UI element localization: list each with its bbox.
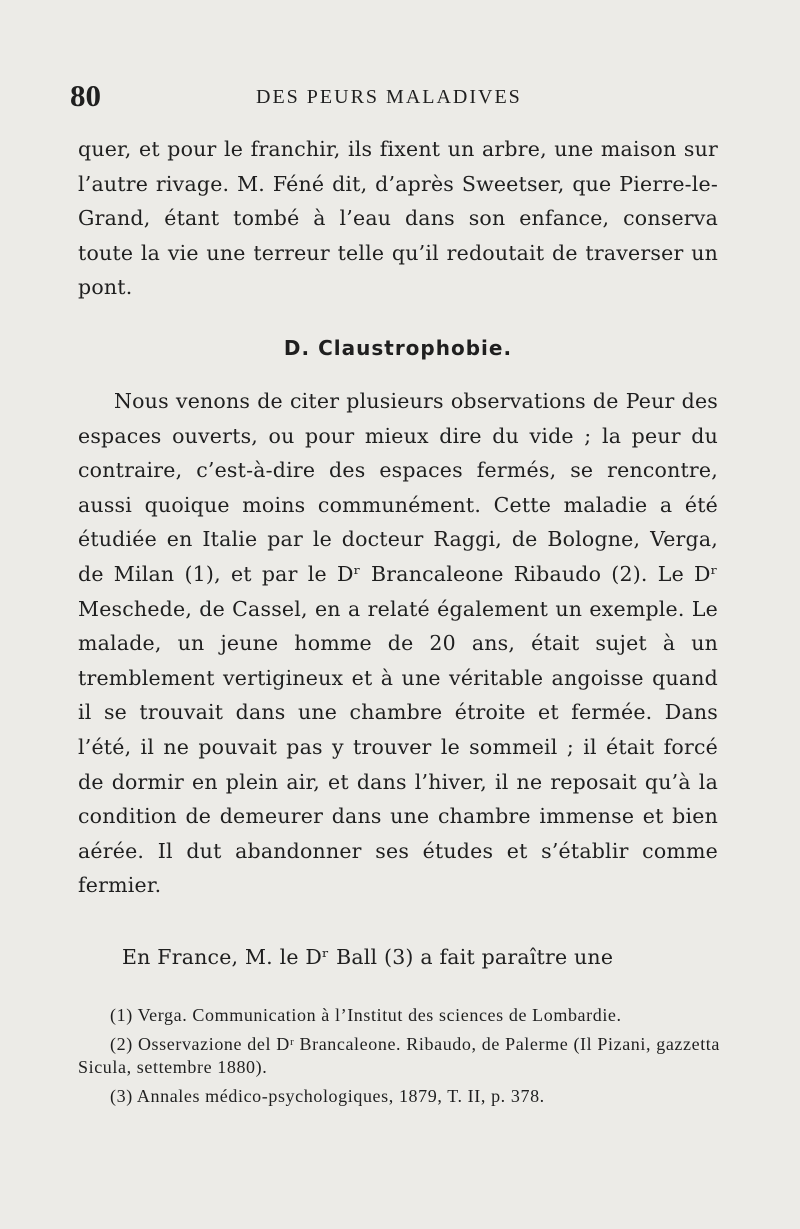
page-number: 80 bbox=[70, 78, 101, 113]
footnotes bbox=[78, 1004, 720, 1110]
paragraph-closing: En France, M. le Dʳ Ball (3) a fait paraître une bbox=[122, 945, 614, 969]
page-header bbox=[70, 78, 720, 118]
footnote-2: (2) Osservazione del Dʳ Brancaleone. Ribaudo, de Palerme (Il Pizani, gazzetta Sicula, settembre 1880). bbox=[78, 1034, 720, 1077]
running-head: DES PEURS MALADIVES bbox=[256, 86, 522, 108]
footnote-1: (1) Verga. Communication à l’Institut des sciences de Lombardie. bbox=[110, 1005, 622, 1025]
paragraph-claustrophobia: Nous venons de citer plusieurs observations de Peur des espaces ouverts, ou pour mieux dire du vide ; la peur du contraire, c’est-à-dire des espaces fermés, se rencontre, aussi quoique moins communément. Cette maladie a été étudiée en Italie par le docteur Raggi, de Bologne, Verga, de Milan (1), et par le Dʳ Brancaleone Ribaudo (2). Le Dʳ Meschede, de Cassel, en a relaté également un exemple. Le malade, un jeune homme de 20 ans, était sujet à un tremblement vertigineux et à une véritable angoisse quand il se trouvait dans une chambre étroite et fermée. Dans l’été, il ne pouvait pas y trouver le sommeil ; il était forcé de dormir en plein air, et dans l’hiver, il ne reposait qu’à la condition de demeurer dans une chambre immense et bien aérée. Il dut abandonner ses études et s’établir comme fermier. bbox=[78, 389, 718, 898]
paragraph-continuation: quer, et pour le franchir, ils fixent un arbre, une maison sur l’autre rivage. M. Féné dit, d’après Sweetser, que Pierre-le-Grand, étant tombé à l’eau dans son enfance, conserva toute la vie une terreur telle qu’il redoutait de traverser un pont. bbox=[78, 137, 718, 300]
section-heading: D. Claustrophobie. bbox=[283, 336, 513, 360]
footnote-3: (3) Annales médico-psychologiques, 1879, T. II, p. 378. bbox=[110, 1086, 545, 1106]
